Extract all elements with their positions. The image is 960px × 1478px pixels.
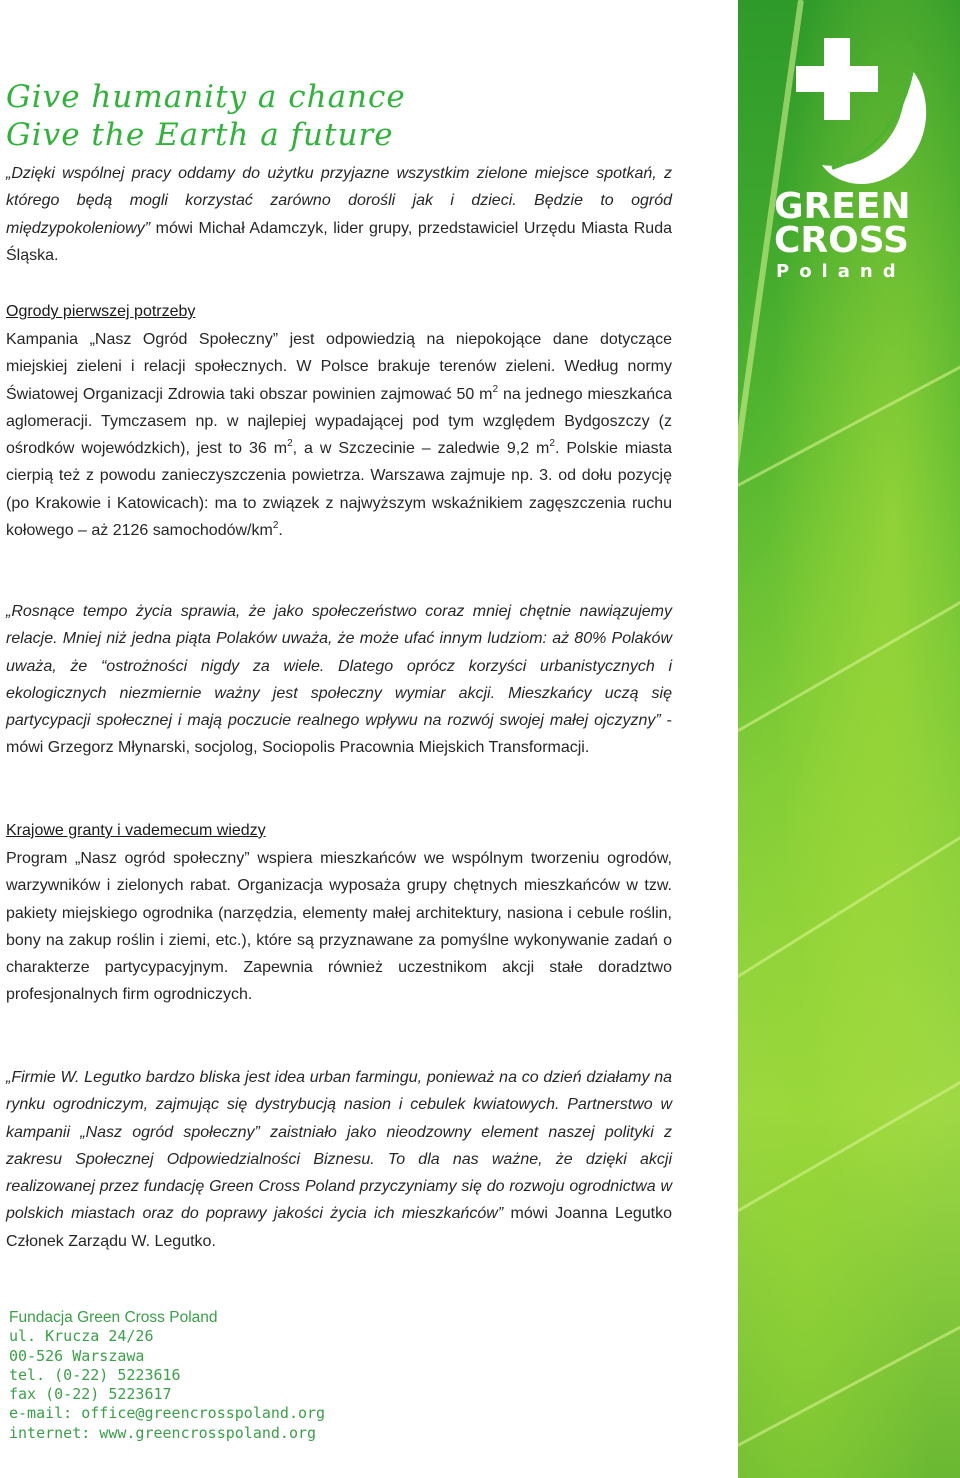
quote-3-paragraph [6, 1064, 672, 1255]
intro-quote: „Dzięki wspólnej pracy oddamy do użytku przyjazne wszystkim zielone miejsce spotkań, z którego będą mogli korzystać zarówno dorośli jak i dzieci. Będzie to ogród międzypokoleniowy” [6, 165, 672, 237]
section-1-paragraph [6, 326, 672, 544]
superscript: 2 [287, 438, 293, 450]
slogan-line-1: Give humanity a chance [6, 79, 406, 115]
section-1-text-a: Kampania „Nasz Ogród Społeczny” jest odpowiedzią na niepokojące dane dotyczące miejskiej zieleni i relacji społecznych. W Polsce brakuje terenów zieleni. Według normy Światowej Organizacji Zdrowia taki obszar powinien zajmować 50 m [6, 331, 672, 403]
footer-website[interactable]: internet: www.greencrosspoland.org [9, 1423, 317, 1442]
section-1-text-d: . Polskie miasta cierpią też z powodu zanieczyszczenia powietrza. Warszawa zajmuje np. 3. od dołu pozycję (po Krakowie i Katowicach): ma to związek z najwyższym wskaźnikiem zagęszczenia ruchu kołowego – aż 2126 samochodów/km [6, 440, 672, 540]
section-1-text-e: . [278, 522, 283, 540]
intro-paragraph [6, 160, 672, 269]
footer-email[interactable]: e-mail: office@greencrosspoland.org [9, 1404, 326, 1423]
intro-attribution: mówi Michał Adamczyk, lider grupy, przedstawiciel Urzędu Miasta Ruda Śląska. [6, 219, 672, 264]
leaf-vein [738, 580, 960, 743]
superscript: 2 [492, 383, 499, 395]
section-heading-ogrody: Ogrody pierwszej potrzeby [6, 303, 196, 320]
footer-fax: fax (0-22) 5223617 [9, 1385, 172, 1404]
section-1-text-c: , a w Szczecinie – zaledwie 9,2 m [292, 440, 550, 458]
quote-2-paragraph [6, 598, 672, 762]
contact-footer [9, 1308, 325, 1443]
section-1-text-b: na jednego mieszkańca aglomeracji. Tymczasem np. w najlepiej wypadającej pod tym względem Bydgoszczy (z ośrodków wojewódzkich), jest to 36 m [6, 385, 672, 458]
slogan-line-2: Give the Earth a future [6, 117, 394, 153]
leaf-vein [738, 1305, 960, 1458]
leaf-vein [738, 815, 960, 987]
quote-2-text: „Rosnące tempo życia sprawia, że jako społeczeństwo coraz mniej chętnie nawiązujemy relacje. Mniej niż jedna piąta Polaków uważa, że może ufać innym ludziom: aż 80% Polaków uważa, że “ostrożności nigdy za wiele. Dlatego oprócz korzyści urbanistycznych i ekologicznych niezmiernie ważny jest społeczny wymiar akcji. Mieszkańcy uczą się partycypacji społecznej i mają poczucie realnego wpływu na rozwój swojej małej ojczyzny” [6, 603, 672, 730]
cross-leaf-icon [762, 30, 942, 200]
quote-3-attribution: mówi Joanna Legutko Członek Zarządu W. Legutko. [6, 1205, 672, 1250]
logo-cross: CROSS [774, 220, 909, 261]
quote-3-text: „Firmie W. Legutko bardzo bliska jest idea urban farmingu, ponieważ na co dzień działamy na rynku ogrodniczym, zajmując się dystrybucją nasion i cebulek kwiatowych. Partnerstwo w kampanii „Nasz ogród społeczny” zaistniało jako nieodzowny element naszej polityki z zakresu Społecznej Odpowiedzialności Biznesu. To dla nas ważne, że dzięki akcji realizowanej przez fundację Green Cross Poland przyczyniamy się do rozwoju ogrodnictwa w polskich miastach oraz do poprawy jakości życia ich mieszkańców” [6, 1069, 672, 1223]
section-heading-granty: Krajowe granty i vademecum wiedzy [6, 822, 266, 839]
section-2-paragraph: Program „Nasz ogród społeczny” wspiera mieszkańców we wspólnym tworzeniu ogrodów, warzywników i zielonych rabat. Organizacja wyposaża grupy chętnych mieszkańców w tzw. pakiety miejskiego ogrodnika (narzędzia, elementy małej architektury, nasiona i cebule roślin, bony na zakup roślin i ziemi, etc.), które są przyznawane za pomyślne wykonywanie zadań o charakterze partycypacyjnym. Zapewnia również uczestnikom akcji stałe doradztwo profesjonalnych firm ogrodniczych. [6, 850, 672, 1004]
slogan [6, 78, 606, 154]
superscript: 2 [549, 438, 555, 450]
footer-org-name: Fundacja Green Cross Poland [9, 1309, 218, 1326]
leaf-vein [738, 345, 960, 498]
green-cross-logo [762, 30, 942, 290]
logo-green: GREEN [774, 186, 911, 227]
leaf-sidebar [738, 0, 960, 1478]
footer-phone: tel. (0-22) 5223616 [9, 1365, 181, 1384]
superscript: 2 [272, 520, 279, 532]
footer-street: ul. Krucza 24/26 [9, 1327, 154, 1346]
footer-city: 00-526 Warszawa [9, 1346, 145, 1365]
leaf-vein [738, 1060, 960, 1223]
quote-2-attribution: - mówi Grzegorz Młynarski, socjolog, Sociopolis Pracownia Miejskich Transformacji. [6, 712, 672, 757]
logo-poland: Poland [776, 261, 906, 282]
